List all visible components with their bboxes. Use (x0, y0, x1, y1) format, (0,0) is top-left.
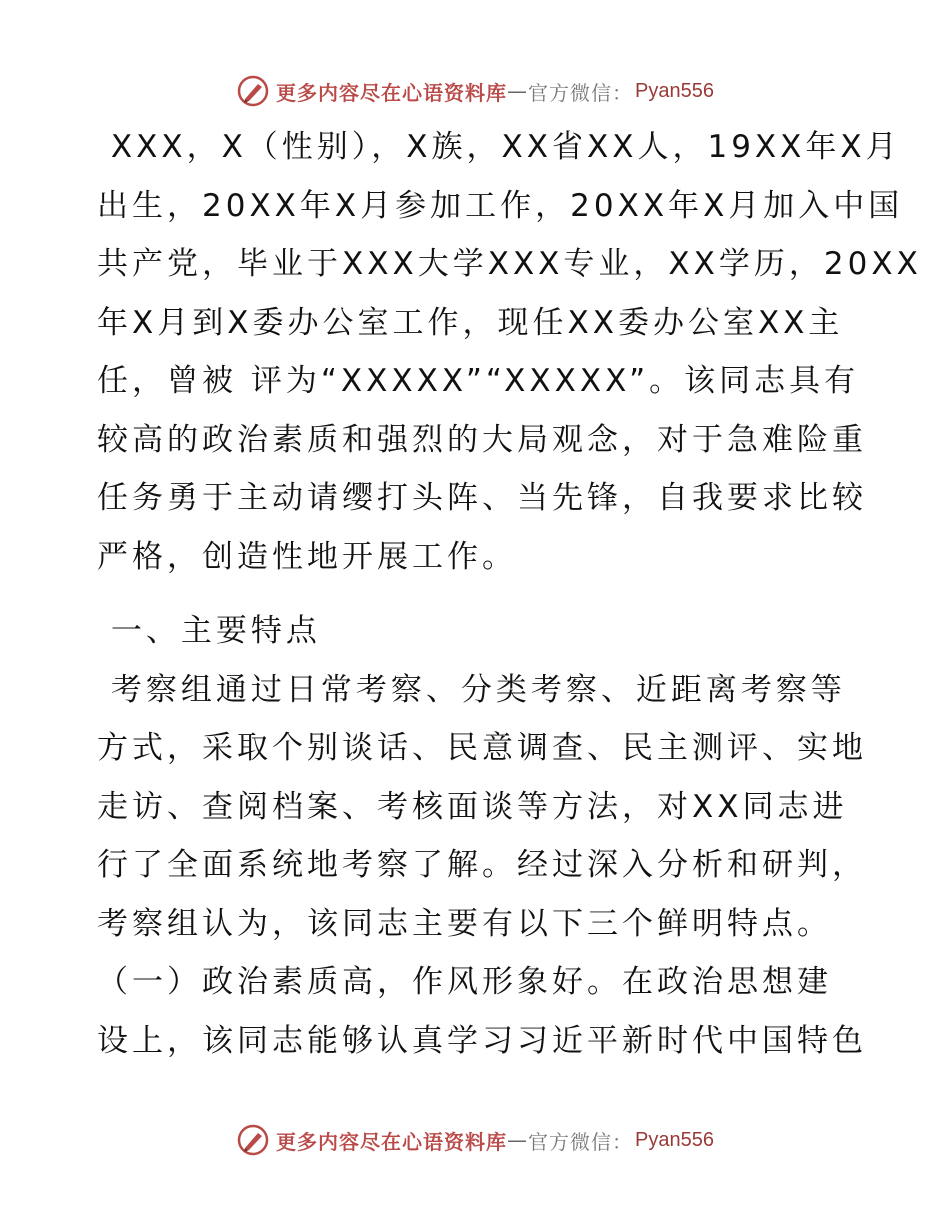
banner-wechat-label: 官方微信： (528, 1129, 634, 1154)
banner-dash: — (507, 79, 529, 103)
banner-slogan: 更多内容尽在心语资料库 (276, 80, 508, 105)
banner-dash: — (507, 1128, 529, 1152)
banner-slogan: 更多内容尽在心语资料库 (276, 1129, 508, 1154)
text-line: 共产党，毕业于XXX大学XXX专业，XX学历，20XX (97, 246, 922, 282)
intro-paragraph (97, 118, 922, 586)
text-line: （一）政治素质高，作风形象好。在政治思想建 (97, 964, 832, 1000)
document-body (97, 118, 922, 1070)
text-line: 考察组通过日常考察、分类考察、近距离考察等 (97, 671, 846, 708)
text-line: 严格，创造性地开展工作。 (97, 538, 517, 575)
text-line: 较高的政治素质和强烈的大局观念，对于急难险重 (97, 421, 867, 458)
text-line: 年X月到X委办公室工作，现任XX委办公室XX主 (97, 304, 844, 341)
section-heading: 一、主要特点 (97, 613, 321, 649)
header-watermark-banner (0, 71, 950, 111)
text-line: 考察组认为，该同志主要有以下三个鲜明特点。 (97, 905, 832, 942)
banner-wechat-id: Pyan556 (635, 1128, 714, 1151)
text-line: 走访、查阅档案、考核面谈等方法，对XX同志进 (97, 788, 848, 825)
pen-logo-icon (236, 74, 270, 108)
banner-wechat-label: 官方微信： (528, 80, 634, 105)
pen-logo-icon (236, 1123, 270, 1157)
point-one-paragraph (97, 953, 867, 1070)
text-line: 设上，该同志能够认真学习习近平新时代中国特色 (97, 1022, 867, 1059)
footer-watermark-banner (0, 1120, 950, 1160)
text-line: 出生，20XX年X月参加工作，20XX年X月加入中国 (97, 187, 904, 224)
banner-wechat-id: Pyan556 (635, 79, 714, 102)
text-line: 行了全面系统地考察了解。经过深入分析和研判， (97, 847, 867, 883)
text-line: 方式，采取个别谈话、民意调查、民主测评、实地 (97, 730, 867, 766)
text-line: 任，曾被 评为“XXXXX”“XXXXX”。该同志具有 (97, 363, 860, 399)
method-paragraph (97, 661, 867, 954)
text-line: XXX，X（性别），X族，XX省XX人，19XX年X月 (97, 129, 901, 165)
text-line: 任务勇于主动请缨打头阵、当先锋，自我要求比较 (97, 480, 867, 516)
